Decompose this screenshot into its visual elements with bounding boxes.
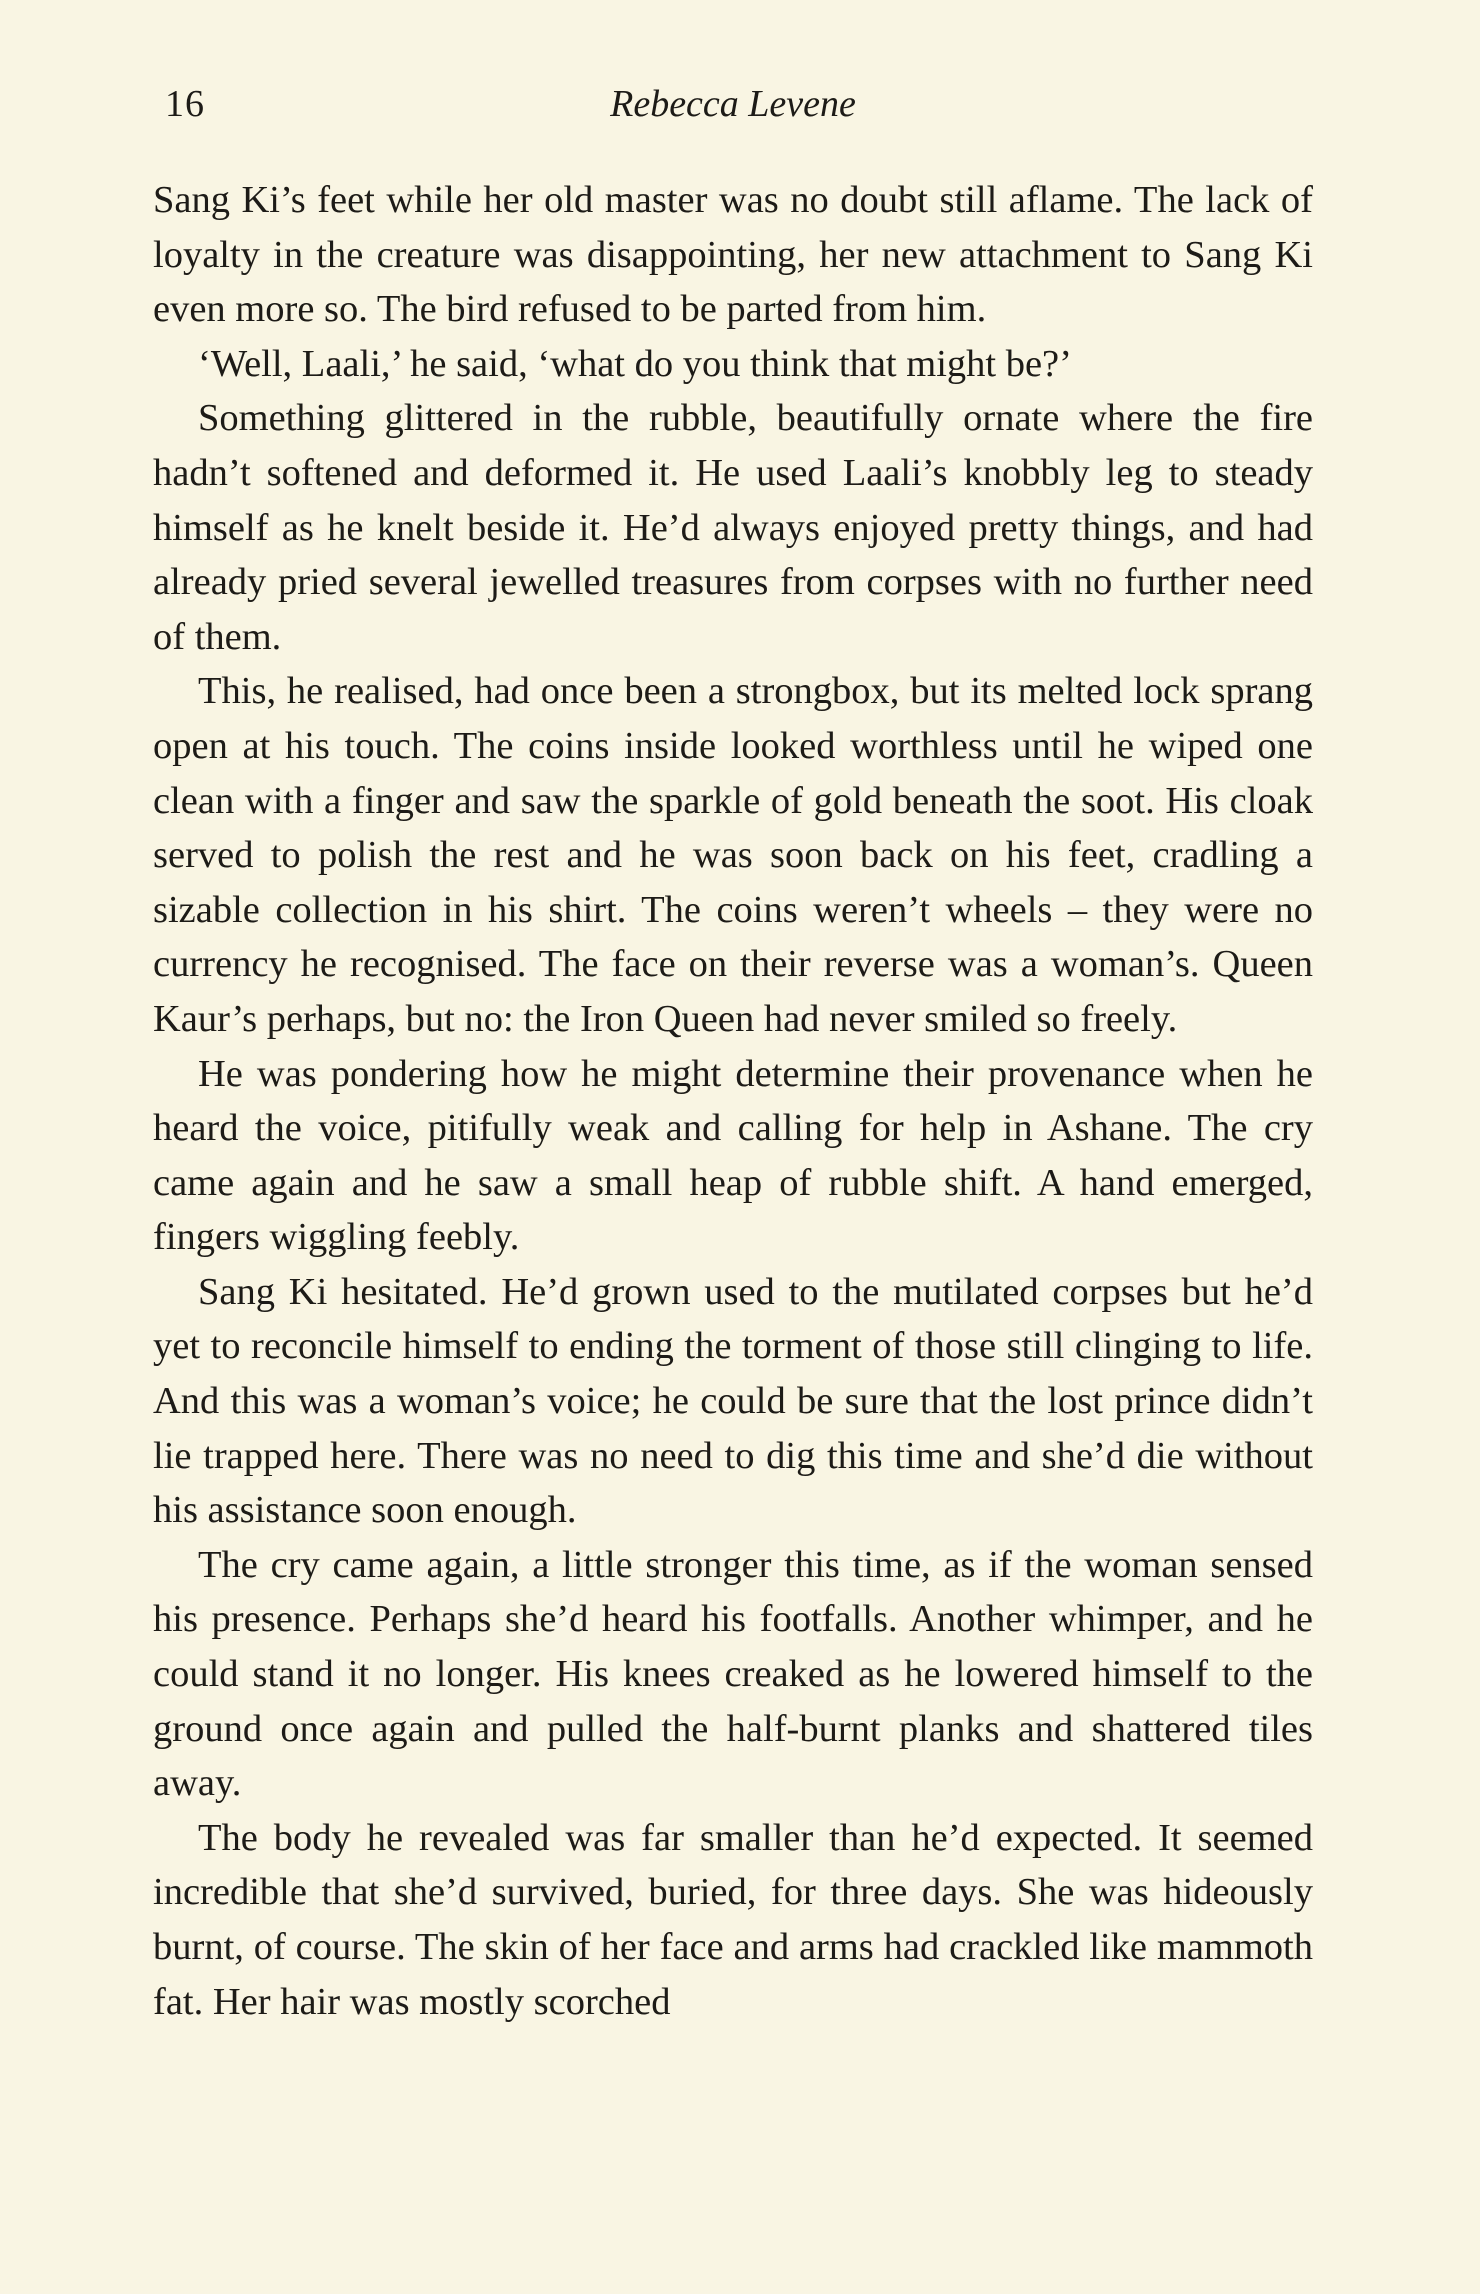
paragraph: Sang Ki hesitated. He’d grown used to the mutilated corpses but he’d yet to reconcile himself to ending the torment of those still clinging to life. And this was a woman’s voice; he could be sure that the lost prince didn’t lie trapped here. There was no need to dig this time and she’d die without his assistance soon enough.: [153, 1270, 1313, 1532]
paragraph: The cry came again, a little stronger this time, as if the woman sensed his presence. Perhaps she’d heard his footfalls. Another whimper, and he could stand it no longer. His knees creaked as he lowered himself to the ground once again and pulled the half-burnt planks and shattered tiles away.: [153, 1543, 1313, 1805]
paragraph: Sang Ki’s feet while her old master was no doubt still aflame. The lack of loyalty in the creature was disappointing, her new attachment to Sang Ki even more so. The bird refused to be parted from him.: [153, 179, 1313, 331]
body-text: [153, 173, 1313, 2029]
paragraph: ‘Well, Laali,’ he said, ‘what do you think that might be?’: [198, 342, 1072, 385]
page-content: [153, 70, 1313, 2029]
page-number: 16: [165, 83, 205, 125]
paragraph: Something glittered in the rubble, beautifully ornate where the fire hadn’t softened and deformed it. He used Laali’s knobbly leg to steady himself as he knelt beside it. He’d always enjoyed pretty things, and had already pried several jewelled treasures from corpses with no further need of them.: [153, 397, 1313, 658]
running-head: [153, 70, 1313, 150]
paragraph: He was pondering how he might determine their provenance when he heard the voice, pitifully weak and calling for help in Ashane. The cry came again and he saw a small heap of rubble shift. A hand emerged, fingers wiggling feebly.: [153, 1052, 1313, 1259]
running-title-author: Rebecca Levene: [610, 83, 856, 125]
paragraph: The body he revealed was far smaller than he’d expected. It seemed incredible that she’d survived, buried, for three days. She was hideously burnt, of course. The skin of her face and arms had crackled like mammoth fat. Her hair was mostly scorched: [153, 1816, 1313, 2023]
paragraph: This, he realised, had once been a strongbox, but its melted lock sprang open at his touch. The coins inside looked worthless until he wiped one clean with a finger and saw the sparkle of gold beneath the soot. His cloak served to polish the rest and he was soon back on his feet, cradling a sizable collection in his shirt. The coins weren’t wheels – they were no currency he recognised. The face on their reverse was a woman’s. Queen Kaur’s perhaps, but no: the Iron Queen had never smiled so freely.: [153, 670, 1313, 1040]
